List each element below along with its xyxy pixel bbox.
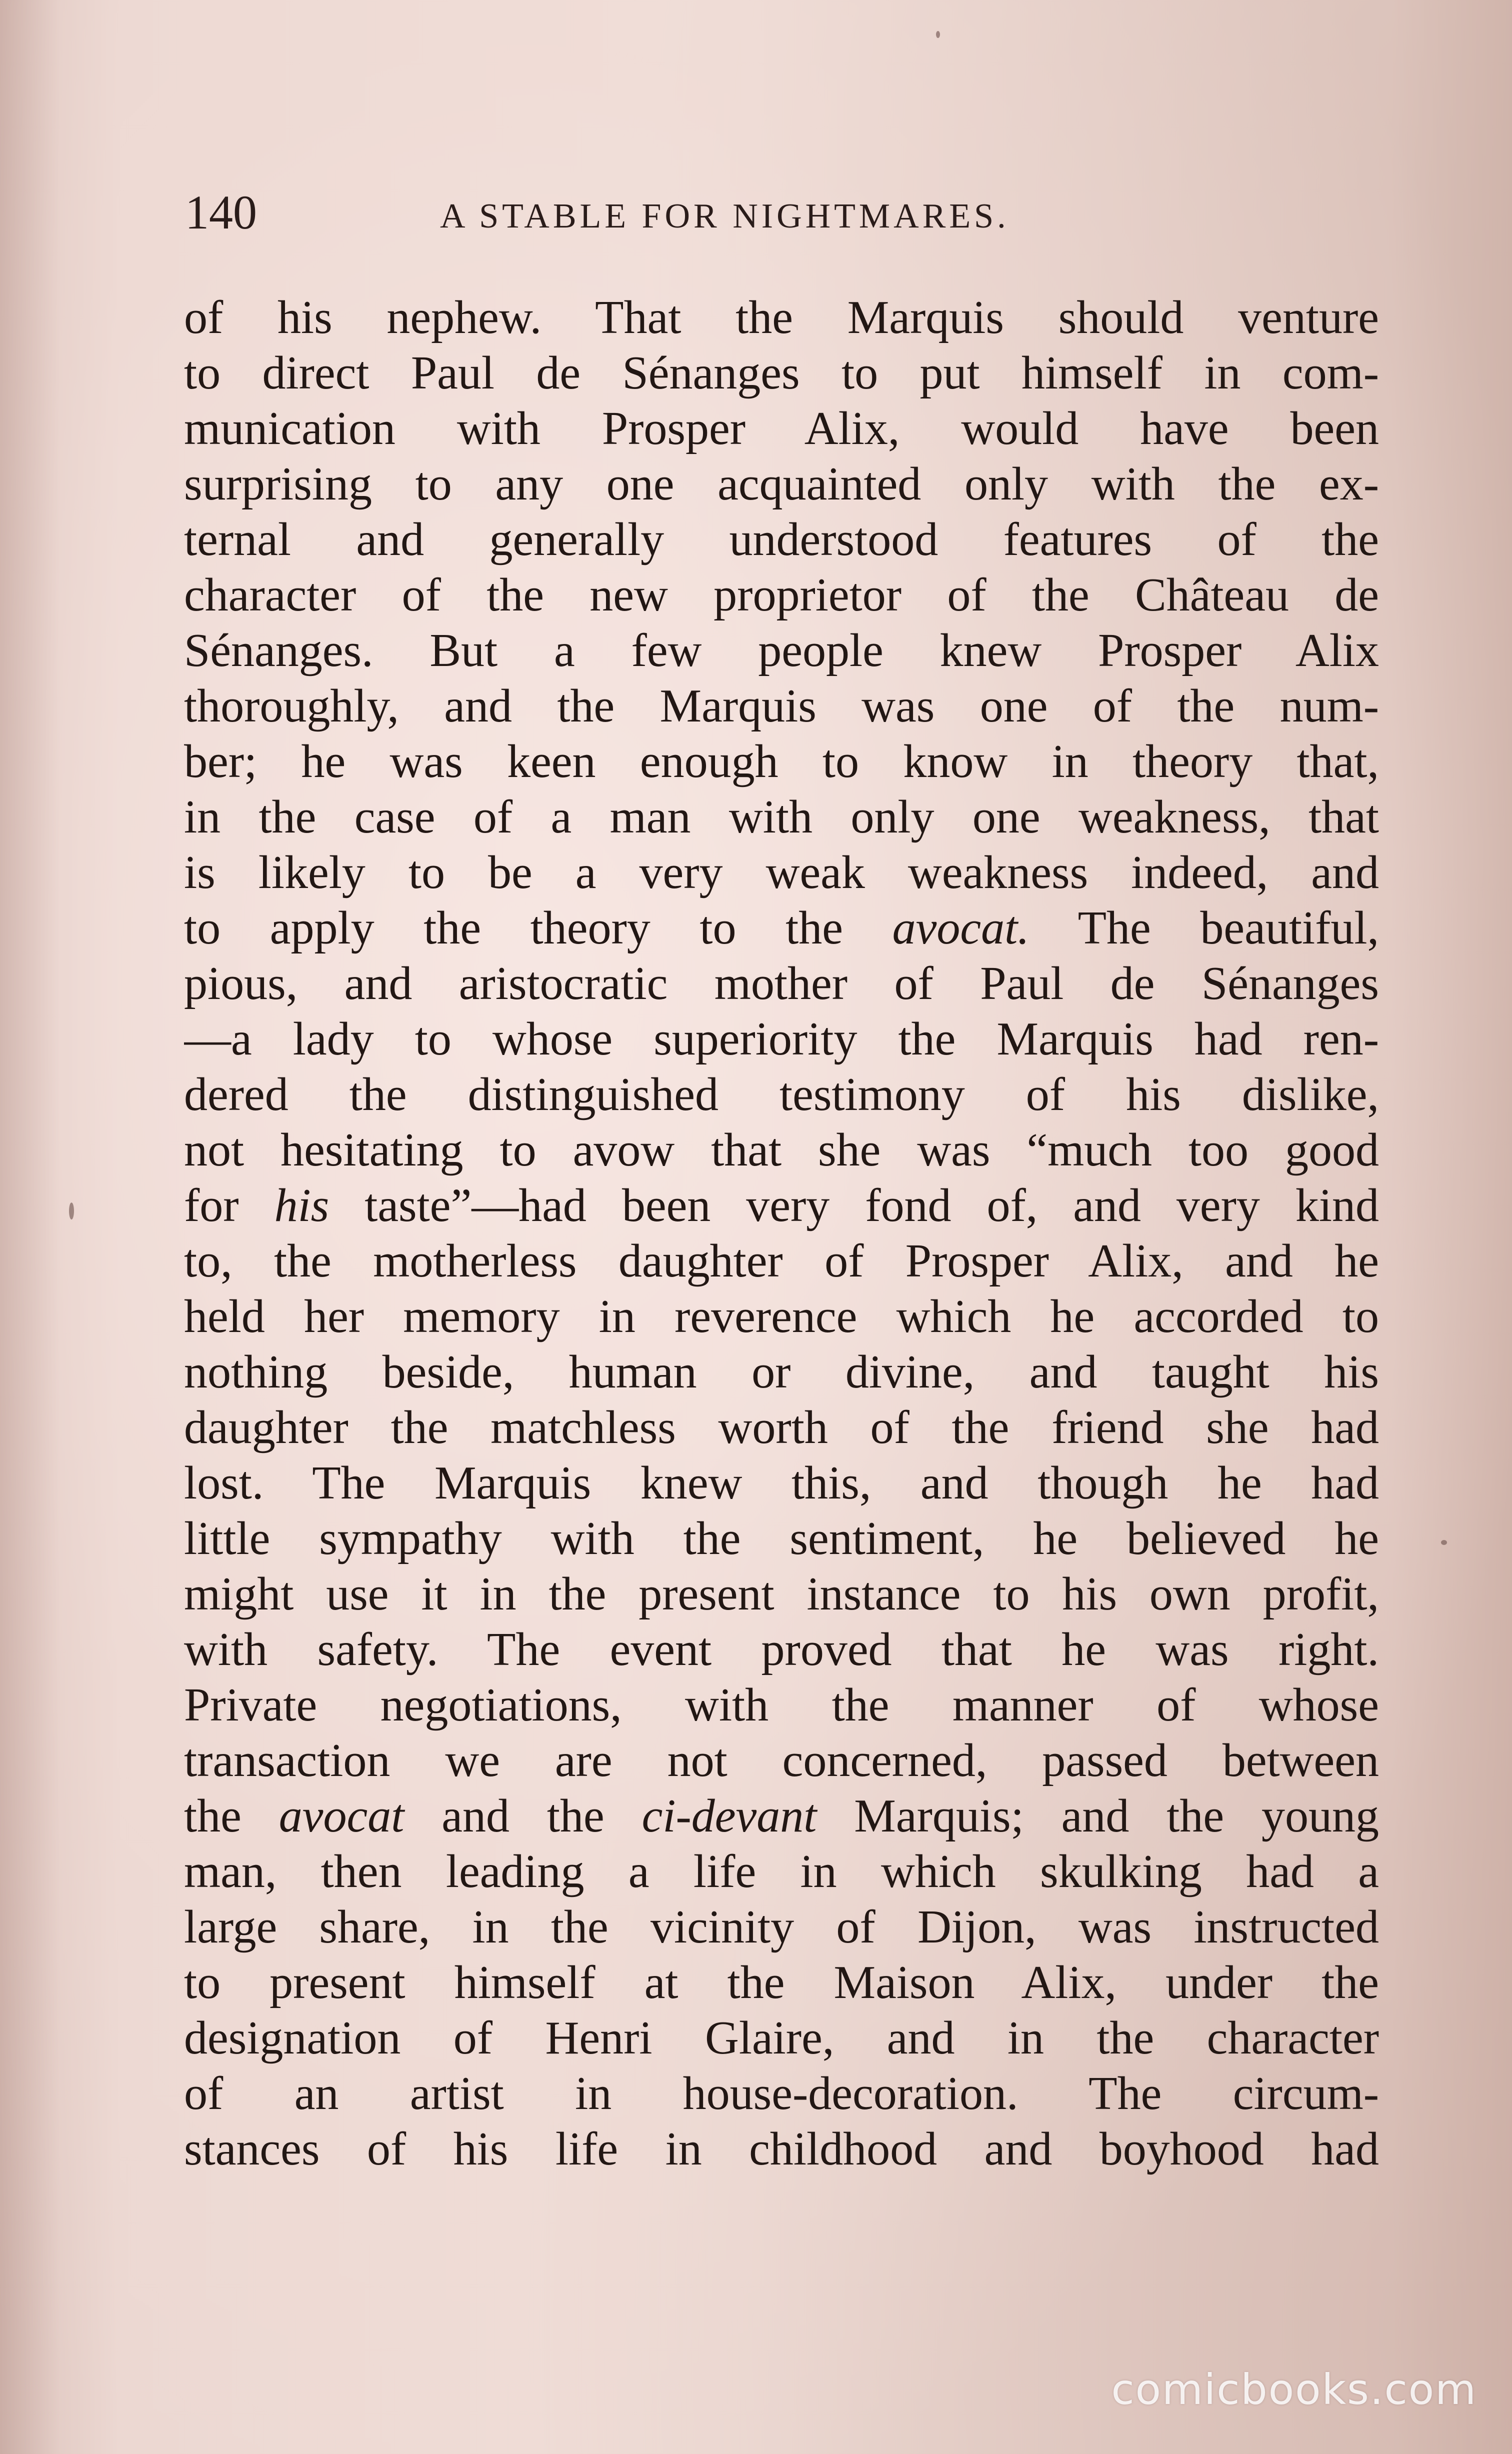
text-line [184, 1511, 1379, 1566]
page-number: 140 [185, 186, 257, 239]
text-run: man, then leading a life in which skulking had a [184, 1846, 1379, 1898]
text-line [184, 1122, 1379, 1178]
paper-speck [1441, 1540, 1447, 1545]
text-run: to, the motherless daughter of Prosper Alix, and he [184, 1235, 1379, 1287]
text-run: not hesitating to avow that she was “much too good [184, 1124, 1379, 1176]
italic-text: avocat [278, 1790, 404, 1842]
page-fold-shadow [0, 0, 60, 2454]
text-run: of his nephew. That the Marquis should venture [184, 292, 1379, 344]
text-line [184, 956, 1379, 1012]
text-line [184, 1067, 1379, 1122]
text-run: large share, in the vicinity of Dijon, was instructed [184, 1901, 1379, 1953]
text-line [184, 1844, 1379, 1900]
paper-speck [936, 31, 940, 38]
text-run: designation of Henri Glaire, and in the character [184, 2012, 1379, 2064]
text-run: —a lady to whose superiority the Marquis had ren- [184, 1013, 1379, 1065]
text-run: to present himself at the Maison Alix, under the [184, 1956, 1379, 2008]
text-line [184, 1955, 1379, 2010]
text-run: is likely to be a very weak weakness indeed, and [184, 846, 1379, 898]
text-line [184, 512, 1379, 568]
text-line [184, 1678, 1379, 1733]
text-run: thoroughly, and the Marquis was one of the num- [184, 680, 1379, 732]
text-run: Sénanges. But a few people knew Prosper Alix [184, 624, 1379, 676]
text-line [184, 1012, 1379, 1067]
text-line [184, 1788, 1379, 1844]
text-line [184, 1178, 1379, 1234]
text-line [184, 1622, 1379, 1678]
text-run: daughter the matchless worth of the friend she had [184, 1402, 1379, 1454]
text-line [184, 734, 1379, 790]
text-run: surprising to any one acquainted only with the ex- [184, 458, 1379, 510]
text-line [184, 1234, 1379, 1289]
text-line [184, 1289, 1379, 1344]
text-run: dered the distinguished testimony of his dislike, [184, 1068, 1379, 1120]
text-run: for [184, 1180, 274, 1232]
text-line [184, 790, 1379, 845]
italic-text: ci-devant [642, 1790, 817, 1842]
text-run: lost. The Marquis knew this, and though he had [184, 1457, 1379, 1509]
text-run: to apply the theory to the [184, 902, 892, 954]
text-run: with safety. The event proved that he was right. [184, 1624, 1379, 1676]
text-run: The beautiful, [1029, 902, 1379, 954]
text-line [184, 290, 1379, 346]
italic-text: avocat. [892, 902, 1030, 954]
text-run: and the [404, 1790, 642, 1842]
text-line [184, 845, 1379, 900]
running-title: A STABLE FOR NIGHTMARES. [440, 197, 1010, 236]
body-text [184, 290, 1379, 2177]
text-line [184, 346, 1379, 401]
text-line [184, 1566, 1379, 1622]
text-line [184, 900, 1379, 956]
text-line [184, 1456, 1379, 1511]
text-run: character of the new proprietor of the Château de [184, 569, 1379, 621]
text-run: ber; he was keen enough to know in theory that, [184, 736, 1379, 788]
text-line [184, 1900, 1379, 1955]
text-run: transaction we are not concerned, passed between [184, 1734, 1379, 1786]
text-run: Private negotiations, with the manner of whose [184, 1679, 1379, 1731]
text-run: of an artist in house-decoration. The circum- [184, 2068, 1379, 2120]
text-run: pious, and aristocratic mother of Paul de Sénanges [184, 958, 1379, 1010]
text-line [184, 1733, 1379, 1788]
text-run: the [184, 1790, 279, 1842]
text-run: in the case of a man with only one weakness, that [184, 791, 1379, 843]
text-line [184, 623, 1379, 678]
text-run: might use it in the present instance to his own profit, [184, 1568, 1379, 1620]
text-run: held her memory in reverence which he accorded to [184, 1290, 1379, 1342]
text-line [184, 2122, 1379, 2177]
text-line [184, 456, 1379, 512]
text-run: ternal and generally understood features of the [184, 514, 1379, 566]
text-run: taste”—had been very fond of, and very kind [329, 1180, 1379, 1232]
text-line [184, 568, 1379, 623]
text-line [184, 2066, 1379, 2122]
text-line [184, 401, 1379, 456]
text-line [184, 1344, 1379, 1400]
paper-speck [69, 1202, 74, 1220]
text-line [184, 2010, 1379, 2066]
watermark: comicbooks.com [1111, 2365, 1477, 2414]
text-run: stances of his life in childhood and boyhood had [184, 2123, 1379, 2175]
text-run: munication with Prosper Alix, would have been [184, 402, 1379, 454]
text-run: to direct Paul de Sénanges to put himself in com- [184, 347, 1379, 399]
running-head [185, 182, 1385, 242]
text-run: little sympathy with the sentiment, he believed he [184, 1512, 1379, 1564]
italic-text: his [274, 1180, 330, 1232]
text-line [184, 1400, 1379, 1456]
text-run: nothing beside, human or divine, and taught his [184, 1346, 1379, 1398]
text-line [184, 678, 1379, 734]
text-run: Marquis; and the young [816, 1790, 1379, 1842]
